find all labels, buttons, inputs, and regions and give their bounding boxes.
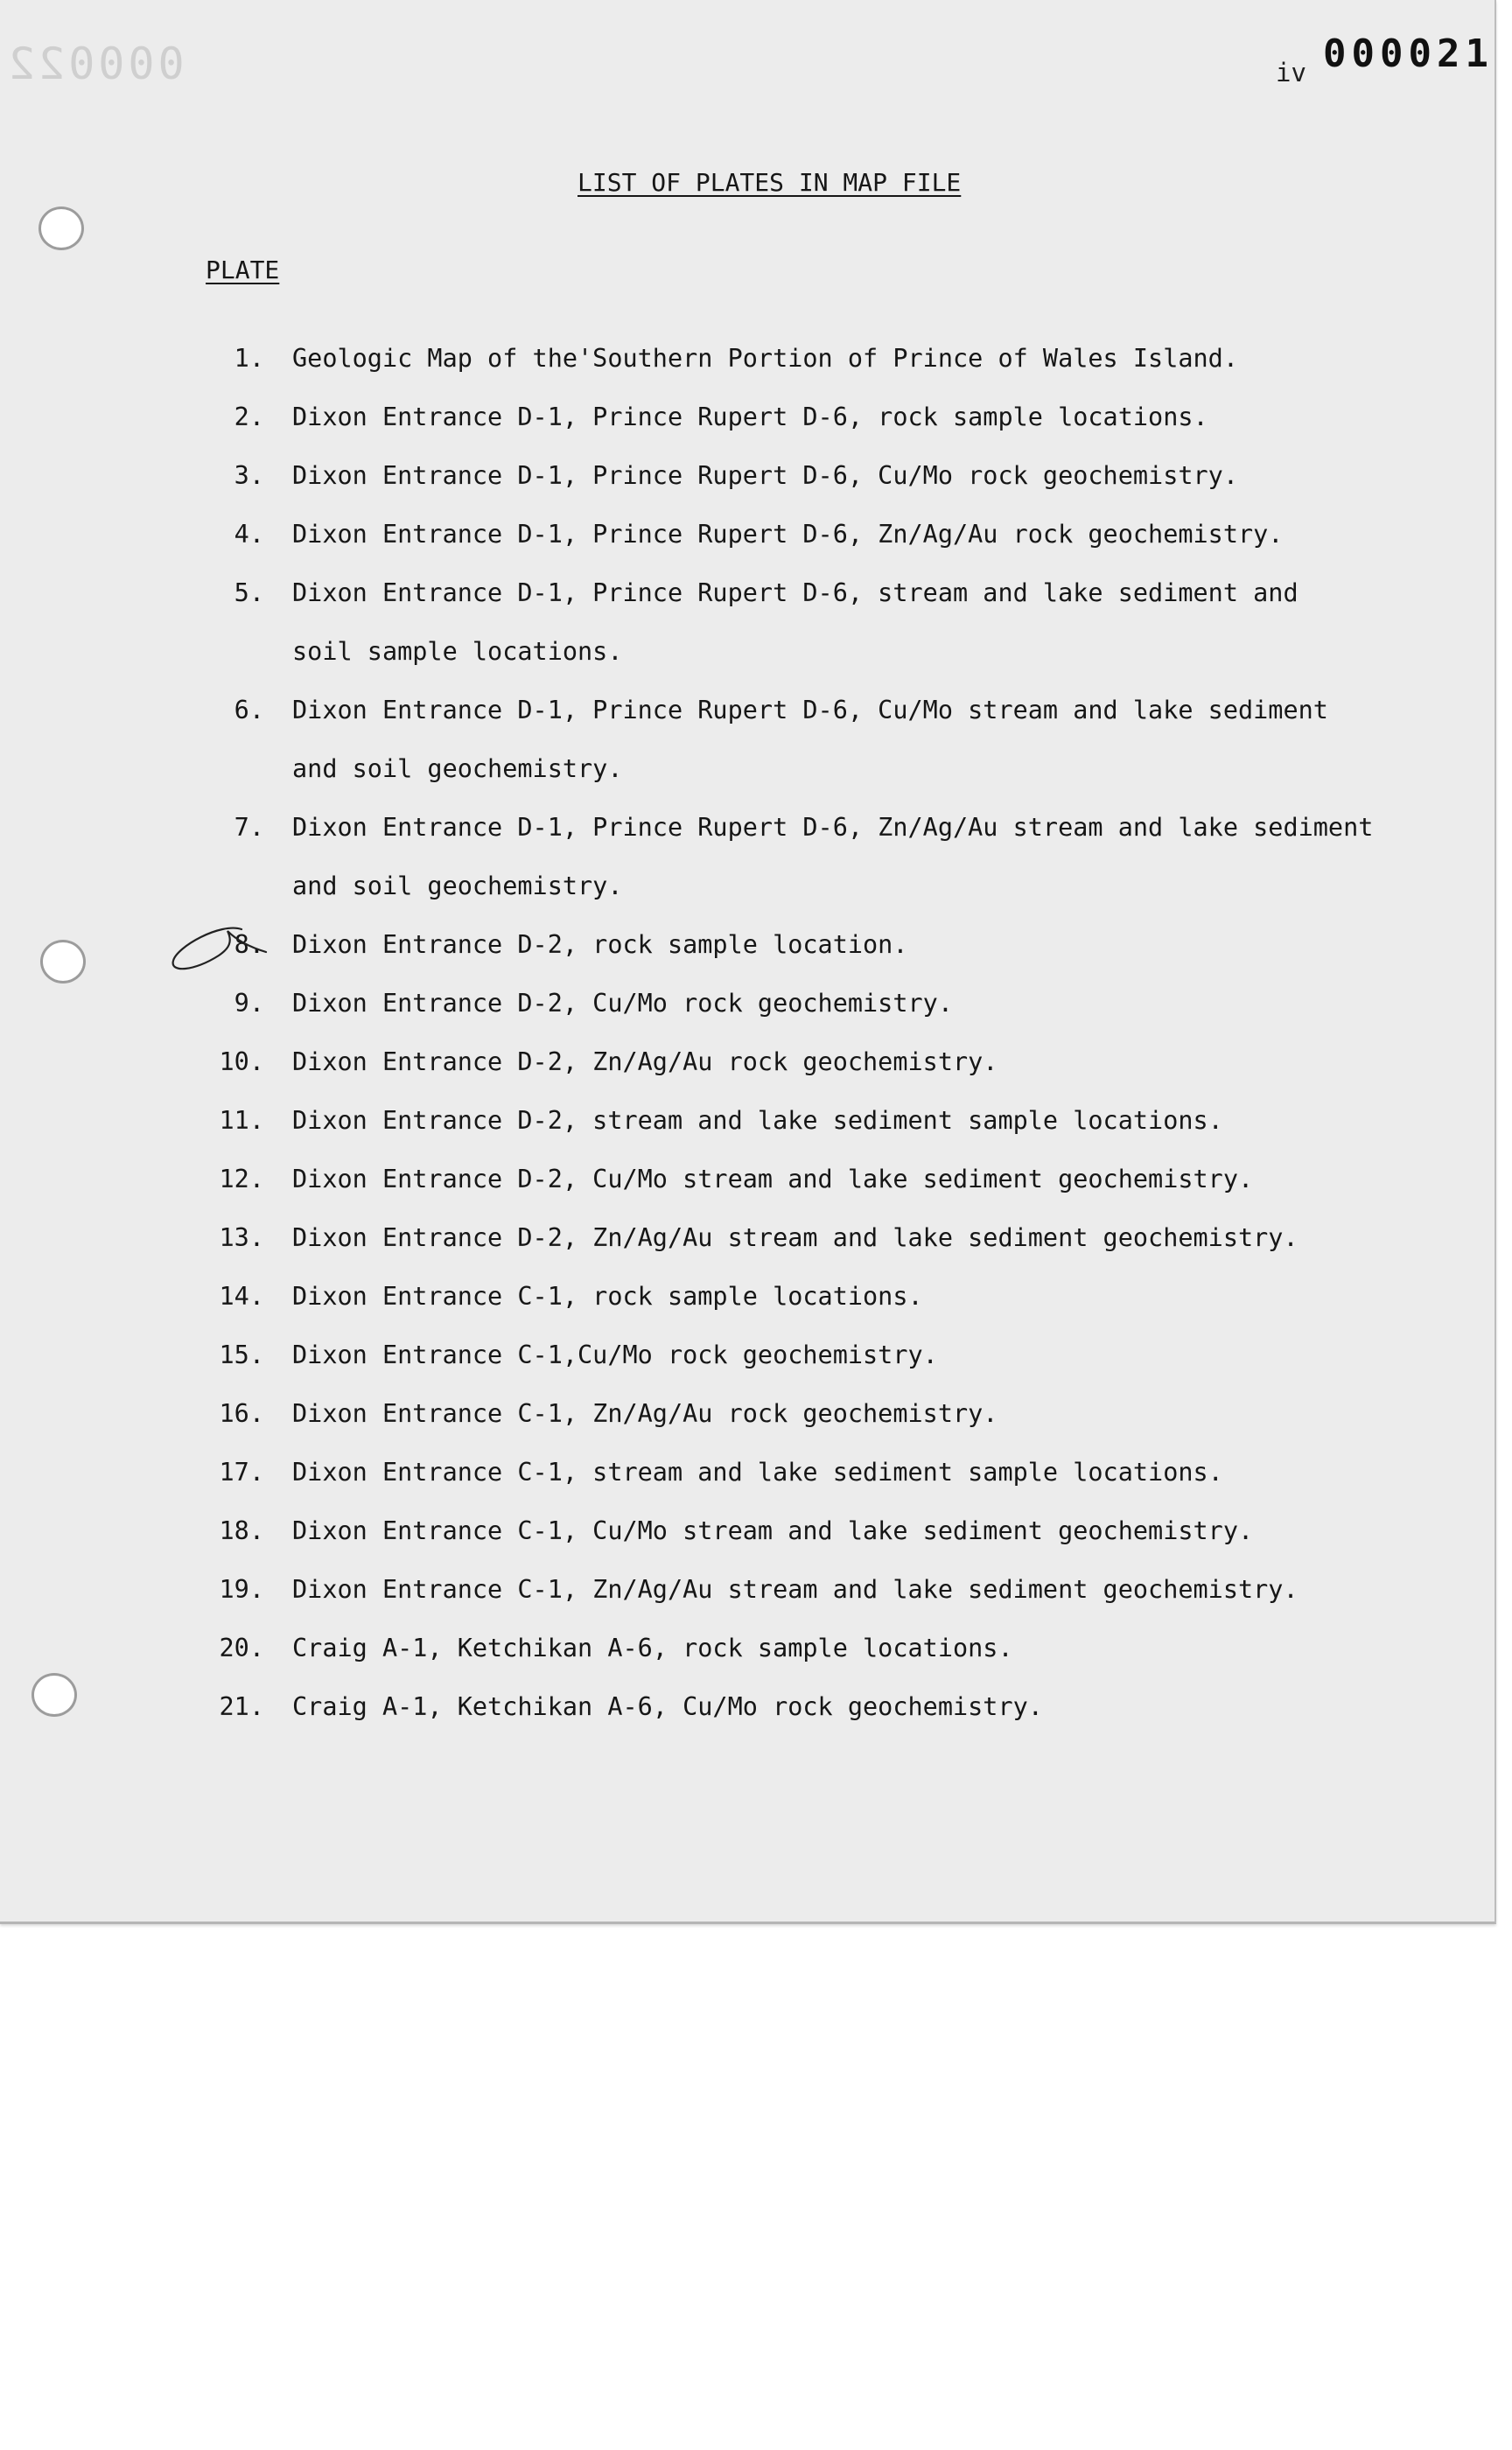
plate-number: 12. <box>219 1165 264 1194</box>
plate-number: 10. <box>219 1047 264 1076</box>
plate-description: Geologic Map of the'Southern Portion of Prince of Wales Island. <box>292 344 1238 373</box>
plate-number: 6. <box>234 696 264 724</box>
plate-column-heading: PLATE <box>206 256 280 284</box>
page-title: LIST OF PLATES IN MAP FILE <box>578 168 962 197</box>
plate-description: Dixon Entrance D-1, Prince Rupert D-6, rock sample locations. <box>292 402 1208 431</box>
plate-number: 21. <box>219 1692 264 1721</box>
page-number: iv <box>1276 58 1306 88</box>
plate-number: 4. <box>234 520 264 549</box>
plate-description-continued: and soil geochemistry. <box>292 872 623 900</box>
plate-description: Dixon Entrance D-2, Cu/Mo stream and lake sediment geochemistry. <box>292 1165 1254 1194</box>
plate-description: Dixon Entrance D-1, Prince Rupert D-6, Zn/Ag/Au stream and lake sediment <box>292 813 1374 842</box>
plate-number: 9. <box>234 989 264 1018</box>
plate-description: Dixon Entrance D-1, Prince Rupert D-6, Cu/Mo stream and lake sediment <box>292 696 1328 724</box>
plate-number: 17. <box>219 1458 264 1487</box>
stamp-number: 000021 <box>1323 32 1494 76</box>
plate-description-continued: soil sample locations. <box>292 637 623 666</box>
plate-description-continued: and soil geochemistry. <box>292 754 623 783</box>
plate-number: 20. <box>219 1634 264 1662</box>
plate-number: 3. <box>234 461 264 490</box>
plate-number: 19. <box>219 1575 264 1604</box>
plate-number: 13. <box>219 1223 264 1252</box>
binder-hole-middle <box>40 940 86 984</box>
plate-description: Dixon Entrance D-2, Zn/Ag/Au stream and lake sediment geochemistry. <box>292 1223 1298 1252</box>
plate-number: 16. <box>219 1399 264 1428</box>
plate-description: Craig A-1, Ketchikan A-6, Cu/Mo rock geochemistry. <box>292 1692 1043 1721</box>
plate-description: Dixon Entrance D-1, Prince Rupert D-6, Zn/Ag/Au rock geochemistry. <box>292 520 1284 549</box>
plate-description: Dixon Entrance C-1, rock sample locations. <box>292 1282 923 1311</box>
plate-number: 1. <box>234 344 264 373</box>
plate-number: 15. <box>219 1340 264 1369</box>
plate-number: 14. <box>219 1282 264 1311</box>
plate-description: Dixon Entrance D-2, Cu/Mo rock geochemistry. <box>292 989 953 1018</box>
binder-hole-top <box>38 206 84 250</box>
plate-description: Dixon Entrance C-1, Zn/Ag/Au stream and lake sediment geochemistry. <box>292 1575 1298 1604</box>
plate-number: 2. <box>234 402 264 431</box>
binder-hole-bottom <box>32 1673 77 1717</box>
plate-description: Dixon Entrance C-1, Zn/Ag/Au rock geochemistry. <box>292 1399 998 1428</box>
plate-description: Craig A-1, Ketchikan A-6, rock sample locations. <box>292 1634 1013 1662</box>
plate-number: 8. <box>234 930 264 959</box>
plate-number: 7. <box>234 813 264 842</box>
plate-description: Dixon Entrance D-2, Zn/Ag/Au rock geochemistry. <box>292 1047 998 1076</box>
plate-number: 5. <box>234 578 264 607</box>
plate-description: Dixon Entrance D-2, rock sample location. <box>292 930 908 959</box>
plate-number: 18. <box>219 1516 264 1545</box>
plate-description: Dixon Entrance D-1, Prince Rupert D-6, Cu/Mo rock geochemistry. <box>292 461 1238 490</box>
plate-description: Dixon Entrance C-1, Cu/Mo stream and lake sediment geochemistry. <box>292 1516 1254 1545</box>
bleed-through-number: 000022 <box>5 38 185 89</box>
handwritten-circle-mark <box>168 920 273 978</box>
plate-description: Dixon Entrance C-1, stream and lake sediment sample locations. <box>292 1458 1223 1487</box>
plate-description: Dixon Entrance D-1, Prince Rupert D-6, stream and lake sediment and <box>292 578 1298 607</box>
plate-description: Dixon Entrance C-1,Cu/Mo rock geochemistry. <box>292 1340 938 1369</box>
plate-description: Dixon Entrance D-2, stream and lake sediment sample locations. <box>292 1106 1223 1135</box>
plate-number: 11. <box>219 1106 264 1135</box>
